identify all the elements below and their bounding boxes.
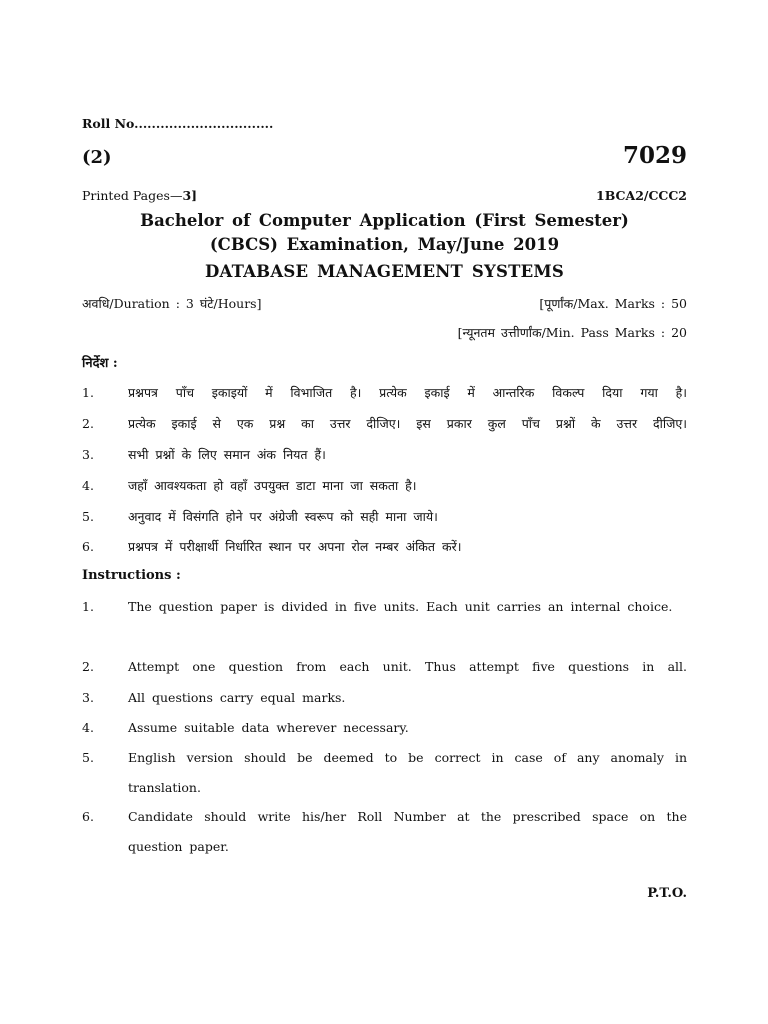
roll-number-line: Roll No................................: [82, 116, 274, 131]
item-text: अनुवाद में विसंगति होने पर अंग्रेजी स्वरूप को सही माना जाये।: [128, 509, 438, 524]
item-text: All questions carry equal marks.: [128, 690, 346, 705]
max-marks: [पूर्णांक/Max. Marks : 50: [539, 296, 687, 311]
set-number: (2): [82, 147, 112, 168]
english-instructions-heading: Instructions :: [82, 568, 181, 583]
item-text: प्रश्नपत्र पाँच इकाइयों में विभाजित है। प्रत्येक इकाई में आन्तरिक विकल्प दिया गया है।: [128, 385, 687, 400]
item-number: 6.: [82, 809, 94, 824]
paper-code: 7029: [622, 142, 687, 169]
item-number: 1.: [82, 599, 94, 614]
item-number: 2.: [82, 416, 94, 431]
item-text: Candidate should write his/her Roll Number at the prescribed space on the question paper.: [128, 809, 687, 854]
course-code: 1BCA2/CCC2: [596, 188, 687, 203]
item-number: 5.: [82, 750, 94, 765]
item-text: जहाँ आवश्यकता हो वहाँ उपयुक्त डाटा माना जा सकता है।: [128, 478, 417, 493]
min-pass-marks: [न्यूनतम उत्तीर्णांक/Min. Pass Marks : 20: [457, 325, 687, 340]
item-number: 6.: [82, 539, 94, 554]
printed-pages-value: 3]: [182, 188, 198, 203]
hindi-instruction-item: [82, 378, 687, 408]
hindi-instruction-item: [82, 532, 687, 562]
item-text: प्रत्येक इकाई से एक प्रश्न का उत्तर दीजिए। इस प्रकार कुल पाँच प्रश्नों के उत्तर दीजिए।: [128, 416, 687, 431]
item-number: 4.: [82, 478, 94, 493]
item-number: 1.: [82, 385, 94, 400]
hindi-instruction-item: [82, 440, 687, 470]
printed-pages: [82, 188, 197, 203]
item-text: English version should be deemed to be correct in case of any anomaly in translation.: [128, 750, 687, 795]
item-text: The question paper is divided in five units. Each unit carries an internal choice.: [128, 599, 673, 614]
exam-title-line-2: (CBCS) Examination, May/June 2019: [209, 235, 560, 254]
english-instruction-item: [82, 713, 687, 743]
english-instruction-item: [82, 802, 687, 862]
item-number: 3.: [82, 447, 94, 462]
item-text: सभी प्रश्नों के लिए समान अंक नियत हैं।: [128, 447, 326, 462]
printed-pages-row: [82, 188, 687, 203]
hindi-instructions-heading: निर्देश :: [82, 356, 118, 371]
printed-pages-label: Printed Pages—: [82, 188, 183, 203]
paper-code-row: [82, 142, 687, 169]
item-number: 3.: [82, 690, 94, 705]
hindi-instruction-item: [82, 409, 687, 439]
hindi-instruction-item: [82, 502, 687, 532]
hindi-instruction-item: [82, 471, 687, 501]
duration: अवधि/Duration : 3 घंटे/Hours]: [82, 296, 262, 311]
item-text: Assume suitable data wherever necessary.: [128, 720, 409, 735]
item-number: 4.: [82, 720, 94, 735]
exam-title-line-1: Bachelor of Computer Application (First Semester): [140, 211, 629, 230]
please-turn-over: P.T.O.: [647, 886, 687, 901]
english-instruction-item: [82, 743, 687, 803]
duration-marks-row: [82, 295, 687, 312]
english-instruction-item: [82, 683, 687, 713]
item-text: प्रश्नपत्र में परीक्षार्थी निर्धारित स्थान पर अपना रोल नम्बर अंकित करें।: [128, 539, 462, 554]
item-number: 5.: [82, 509, 94, 524]
english-instruction-item: [82, 652, 687, 682]
subject-title: DATABASE MANAGEMENT SYSTEMS: [205, 262, 564, 281]
item-number: 2.: [82, 659, 94, 674]
english-instruction-item: [82, 592, 687, 622]
item-text: Attempt one question from each unit. Thus attempt five questions in all.: [128, 659, 687, 674]
exam-question-paper-page: [82, 0, 687, 1024]
